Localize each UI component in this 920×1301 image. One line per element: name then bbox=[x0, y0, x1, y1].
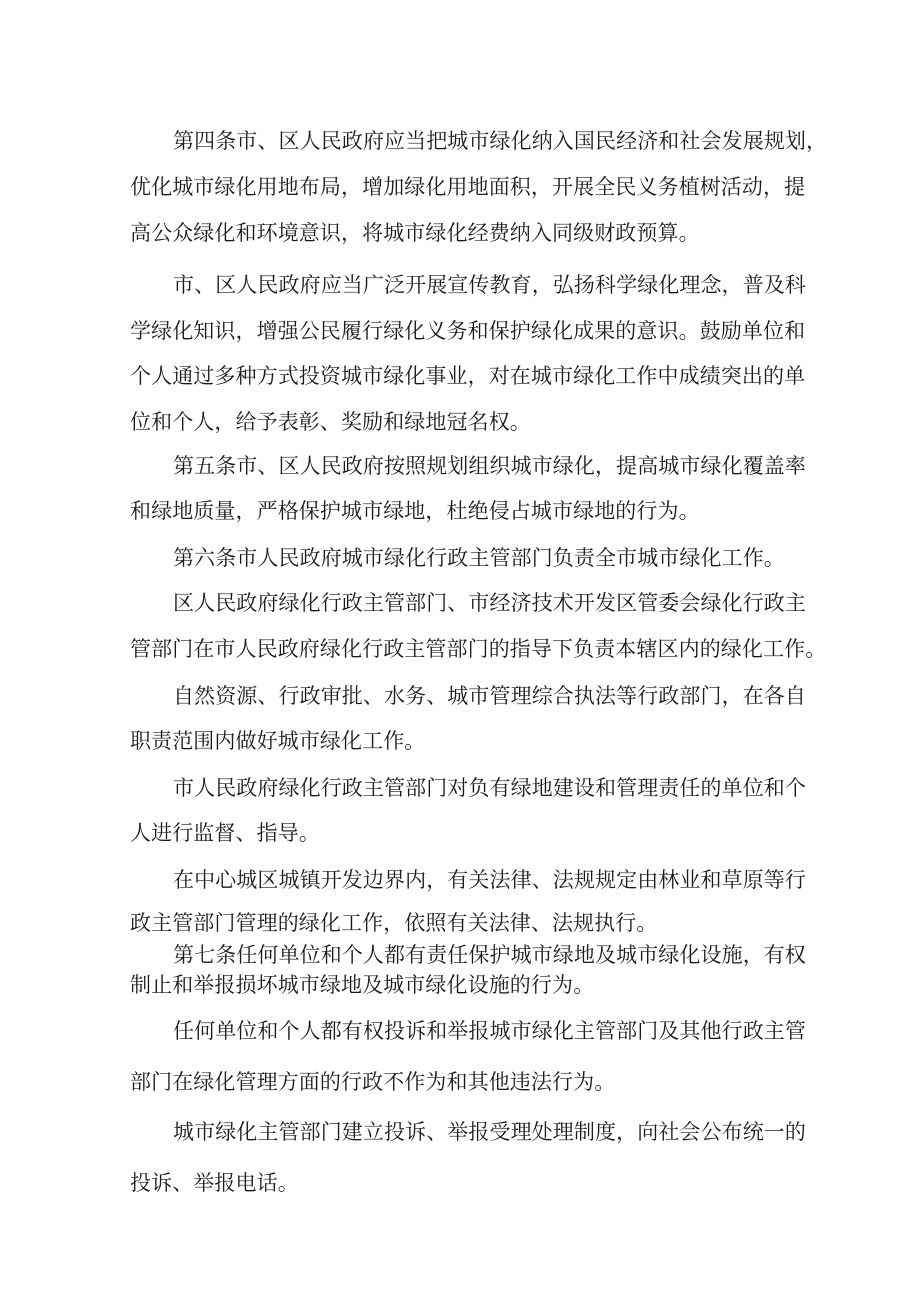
paragraph-1-line-3: 高公众绿化和环境意识，将城市绿化经费纳入同级财政预算。 bbox=[130, 221, 700, 245]
paragraph-1-line-2: 优化城市绿化用地布局，增加绿化用地面积，开展全民义务植树活动，提 bbox=[130, 175, 806, 199]
paragraph-2-line-1: 市、区人民政府应当广泛开展宣传教育，弘扬科学绿化理念，普及科 bbox=[173, 273, 806, 297]
paragraph-8-line-2: 政主管部门管理的绿化工作，依照有关法律、法规执行。 bbox=[130, 911, 658, 935]
paragraph-1-line-1: 第四条市、区人民政府应当把城市绿化纳入国民经济和社会发展规划， bbox=[173, 129, 828, 153]
paragraph-8-line-1: 在中心城区城镇开发边界内，有关法律、法规规定由林业和草原等行 bbox=[173, 868, 806, 892]
paragraph-3-line-1: 第五条市、区人民政府按照规划组织城市绿化，提高城市绿化覆盖率 bbox=[173, 454, 806, 478]
paragraph-11-line-1: 城市绿化主管部门建立投诉、举报受理处理制度，向社会公布统一的 bbox=[173, 1120, 806, 1144]
paragraph-5-line-2: 管部门在市人民政府绿化行政主管部门的指导下负责本辖区内的绿化工作。 bbox=[130, 637, 827, 661]
paragraph-6-line-1: 自然资源、行政审批、水务、城市管理综合执法等行政部门，在各自 bbox=[173, 684, 806, 708]
paragraph-6-line-2: 职责范围内做好城市绿化工作。 bbox=[130, 729, 426, 753]
paragraph-2-line-3: 个人通过多种方式投资城市绿化事业，对在城市绿化工作中成绩突出的单 bbox=[130, 364, 806, 388]
paragraph-2-line-2: 学绿化知识，增强公民履行绿化义务和保护绿化成果的意识。鼓励单位和 bbox=[130, 319, 806, 343]
paragraph-10-line-2: 部门在绿化管理方面的行政不作为和其他违法行为。 bbox=[130, 1070, 616, 1094]
paragraph-5-line-1: 区人民政府绿化行政主管部门、市经济技术开发区管委会绿化行政主 bbox=[173, 591, 806, 615]
paragraph-9-line-2: 制止和举报损坏城市绿地及城市绿化设施的行为。 bbox=[130, 973, 595, 997]
paragraph-2-line-4: 位和个人，给予表彰、奖励和绿地冠名权。 bbox=[130, 410, 531, 434]
paragraph-4-line-1: 第六条市人民政府城市绿化行政主管部门负责全市城市绿化工作。 bbox=[173, 546, 785, 570]
paragraph-7-line-2: 人进行监督、指导。 bbox=[130, 821, 320, 845]
paragraph-3-line-2: 和绿地质量，严格保护城市绿地，杜绝侵占城市绿地的行为。 bbox=[130, 499, 700, 523]
paragraph-7-line-1: 市人民政府绿化行政主管部门对负有绿地建设和管理责任的单位和个 bbox=[173, 776, 806, 800]
paragraph-10-line-1: 任何单位和个人都有权投诉和举报城市绿化主管部门及其他行政主管 bbox=[173, 1019, 806, 1043]
paragraph-11-line-2: 投诉、举报电话。 bbox=[130, 1171, 299, 1195]
paragraph-9-line-1: 第七条任何单位和个人都有责任保护城市绿地及城市绿化设施，有权 bbox=[173, 943, 806, 967]
